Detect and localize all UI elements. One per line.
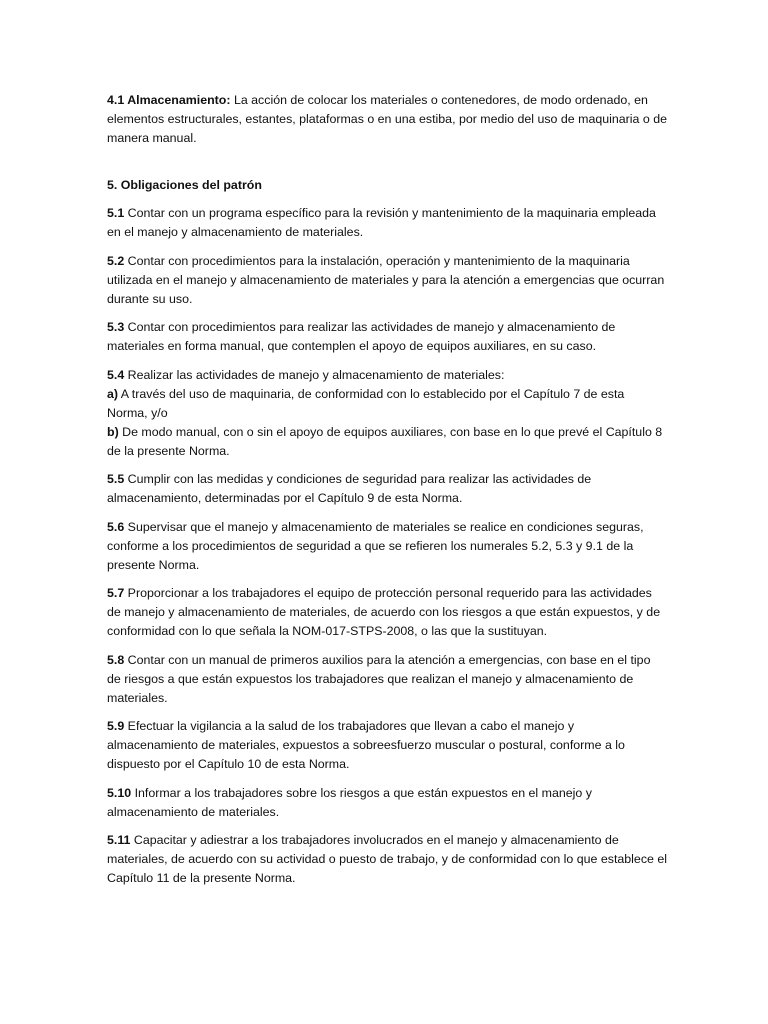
- item-5-3: [107, 318, 667, 356]
- item-text: Cumplir con las medidas y condiciones de seguridad para realizar las actividades de almacenamiento, determinadas por el Capítulo 9 de esta Norma.: [107, 472, 592, 505]
- item-number: 5.5: [107, 472, 125, 486]
- definition-paragraph: [107, 91, 667, 148]
- item-number: 5.7: [107, 586, 125, 600]
- subitem-b: [107, 423, 667, 461]
- item-5-1: [107, 204, 667, 242]
- item-text: Contar con un programa específico para la revisión y mantenimiento de la maquinaria empleada en el manejo y almacenamiento de materiales.: [107, 206, 656, 239]
- item-number: 5.6: [107, 519, 125, 534]
- definition-text: La acción de colocar los materiales o contenedores, de modo ordenado, en elementos estructurales, estantes, plataformas o en una estiba, por medio del uso de maquinaria o de manera manual.: [107, 93, 667, 145]
- subitem-a: [107, 385, 667, 423]
- item-5-6: [107, 518, 667, 575]
- item-text: Capacitar y adiestrar a los trabajadores involucrados en el manejo y almacenamiento de materiales, de acuerdo con su actividad o puesto de trabajo, y de conformidad con lo que establece el Capítulo 11 de la presente Norma.: [107, 833, 667, 885]
- section-heading: 5. Obligaciones del patrón: [107, 178, 262, 192]
- item-5-4: [107, 366, 667, 461]
- item-5-2: [107, 252, 667, 309]
- item-number: 5.3: [107, 320, 125, 334]
- item-5-11: [107, 831, 667, 888]
- item-text: Informar a los trabajadores sobre los riesgos a que están expuestos en el manejo y almacenamiento de materiales.: [107, 785, 592, 819]
- subitem-text: A través del uso de maquinaria, de conformidad con lo establecido por el Capítulo 7 de esta Norma, y/o: [107, 386, 625, 420]
- subitem-label: b): [107, 424, 119, 439]
- item-5-10: [107, 784, 667, 822]
- item-number: 5.9: [107, 719, 125, 733]
- definition-term: 4.1 Almacenamiento:: [107, 93, 231, 107]
- item-text: Contar con procedimientos para realizar las actividades de manejo y almacenamiento de materiales en forma manual, que contemplen el apoyo de equipos auxiliares, en su caso.: [107, 320, 616, 353]
- document-body: [107, 91, 667, 898]
- subitem-text: De modo manual, con o sin el apoyo de equipos auxiliares, con base en lo que prevé el Capítulo 8 de la presente Norma.: [107, 424, 663, 458]
- item-5-7: [107, 584, 667, 641]
- subitem-label: a): [107, 386, 119, 401]
- item-5-8: [107, 651, 667, 708]
- item-text: Proporcionar a los trabajadores el equipo de protección personal requerido para las actividades de manejo y almacenamiento de materiales, de acuerdo con los riesgos a que están expuestos, y de conformidad con lo que señala la NOM-017-STPS-2008, o las que la sustituyan.: [107, 586, 661, 638]
- item-text: Contar con procedimientos para la instalación, operación y mantenimiento de la maquinaria utilizada en el manejo y almacenamiento de materiales y para la atención a emergencias que ocurran durante su uso.: [107, 253, 665, 306]
- item-5-9: [107, 717, 667, 774]
- item-text: Supervisar que el manejo y almacenamiento de materiales se realice en condiciones seguras, conforme a los procedimientos de seguridad a que se refieren los numerales 5.2, 5.3 y 9.1 de la presente Norma.: [107, 519, 644, 572]
- item-text: Realizar las actividades de manejo y almacenamiento de materiales:: [124, 367, 505, 382]
- item-number: 5.10: [107, 785, 132, 800]
- item-text: Contar con un manual de primeros auxilios para la atención a emergencias, con base en el tipo de riesgos a que están expuestos los trabajadores que realizan el manejo y almacenamiento de materiales.: [107, 652, 651, 705]
- item-text: Efectuar la vigilancia a la salud de los trabajadores que llevan a cabo el manejo y almacenamiento de materiales, expuestos a sobreesfuerzo muscular o postural, conforme a lo dispuesto por el Capítulo 10 de esta Norma.: [107, 719, 625, 771]
- item-number: 5.2: [107, 253, 125, 268]
- item-number: 5.4: [107, 367, 125, 382]
- item-number: 5.11: [107, 833, 131, 847]
- item-number: 5.1: [107, 206, 125, 220]
- item-5-5: [107, 470, 667, 508]
- item-number: 5.8: [107, 652, 125, 667]
